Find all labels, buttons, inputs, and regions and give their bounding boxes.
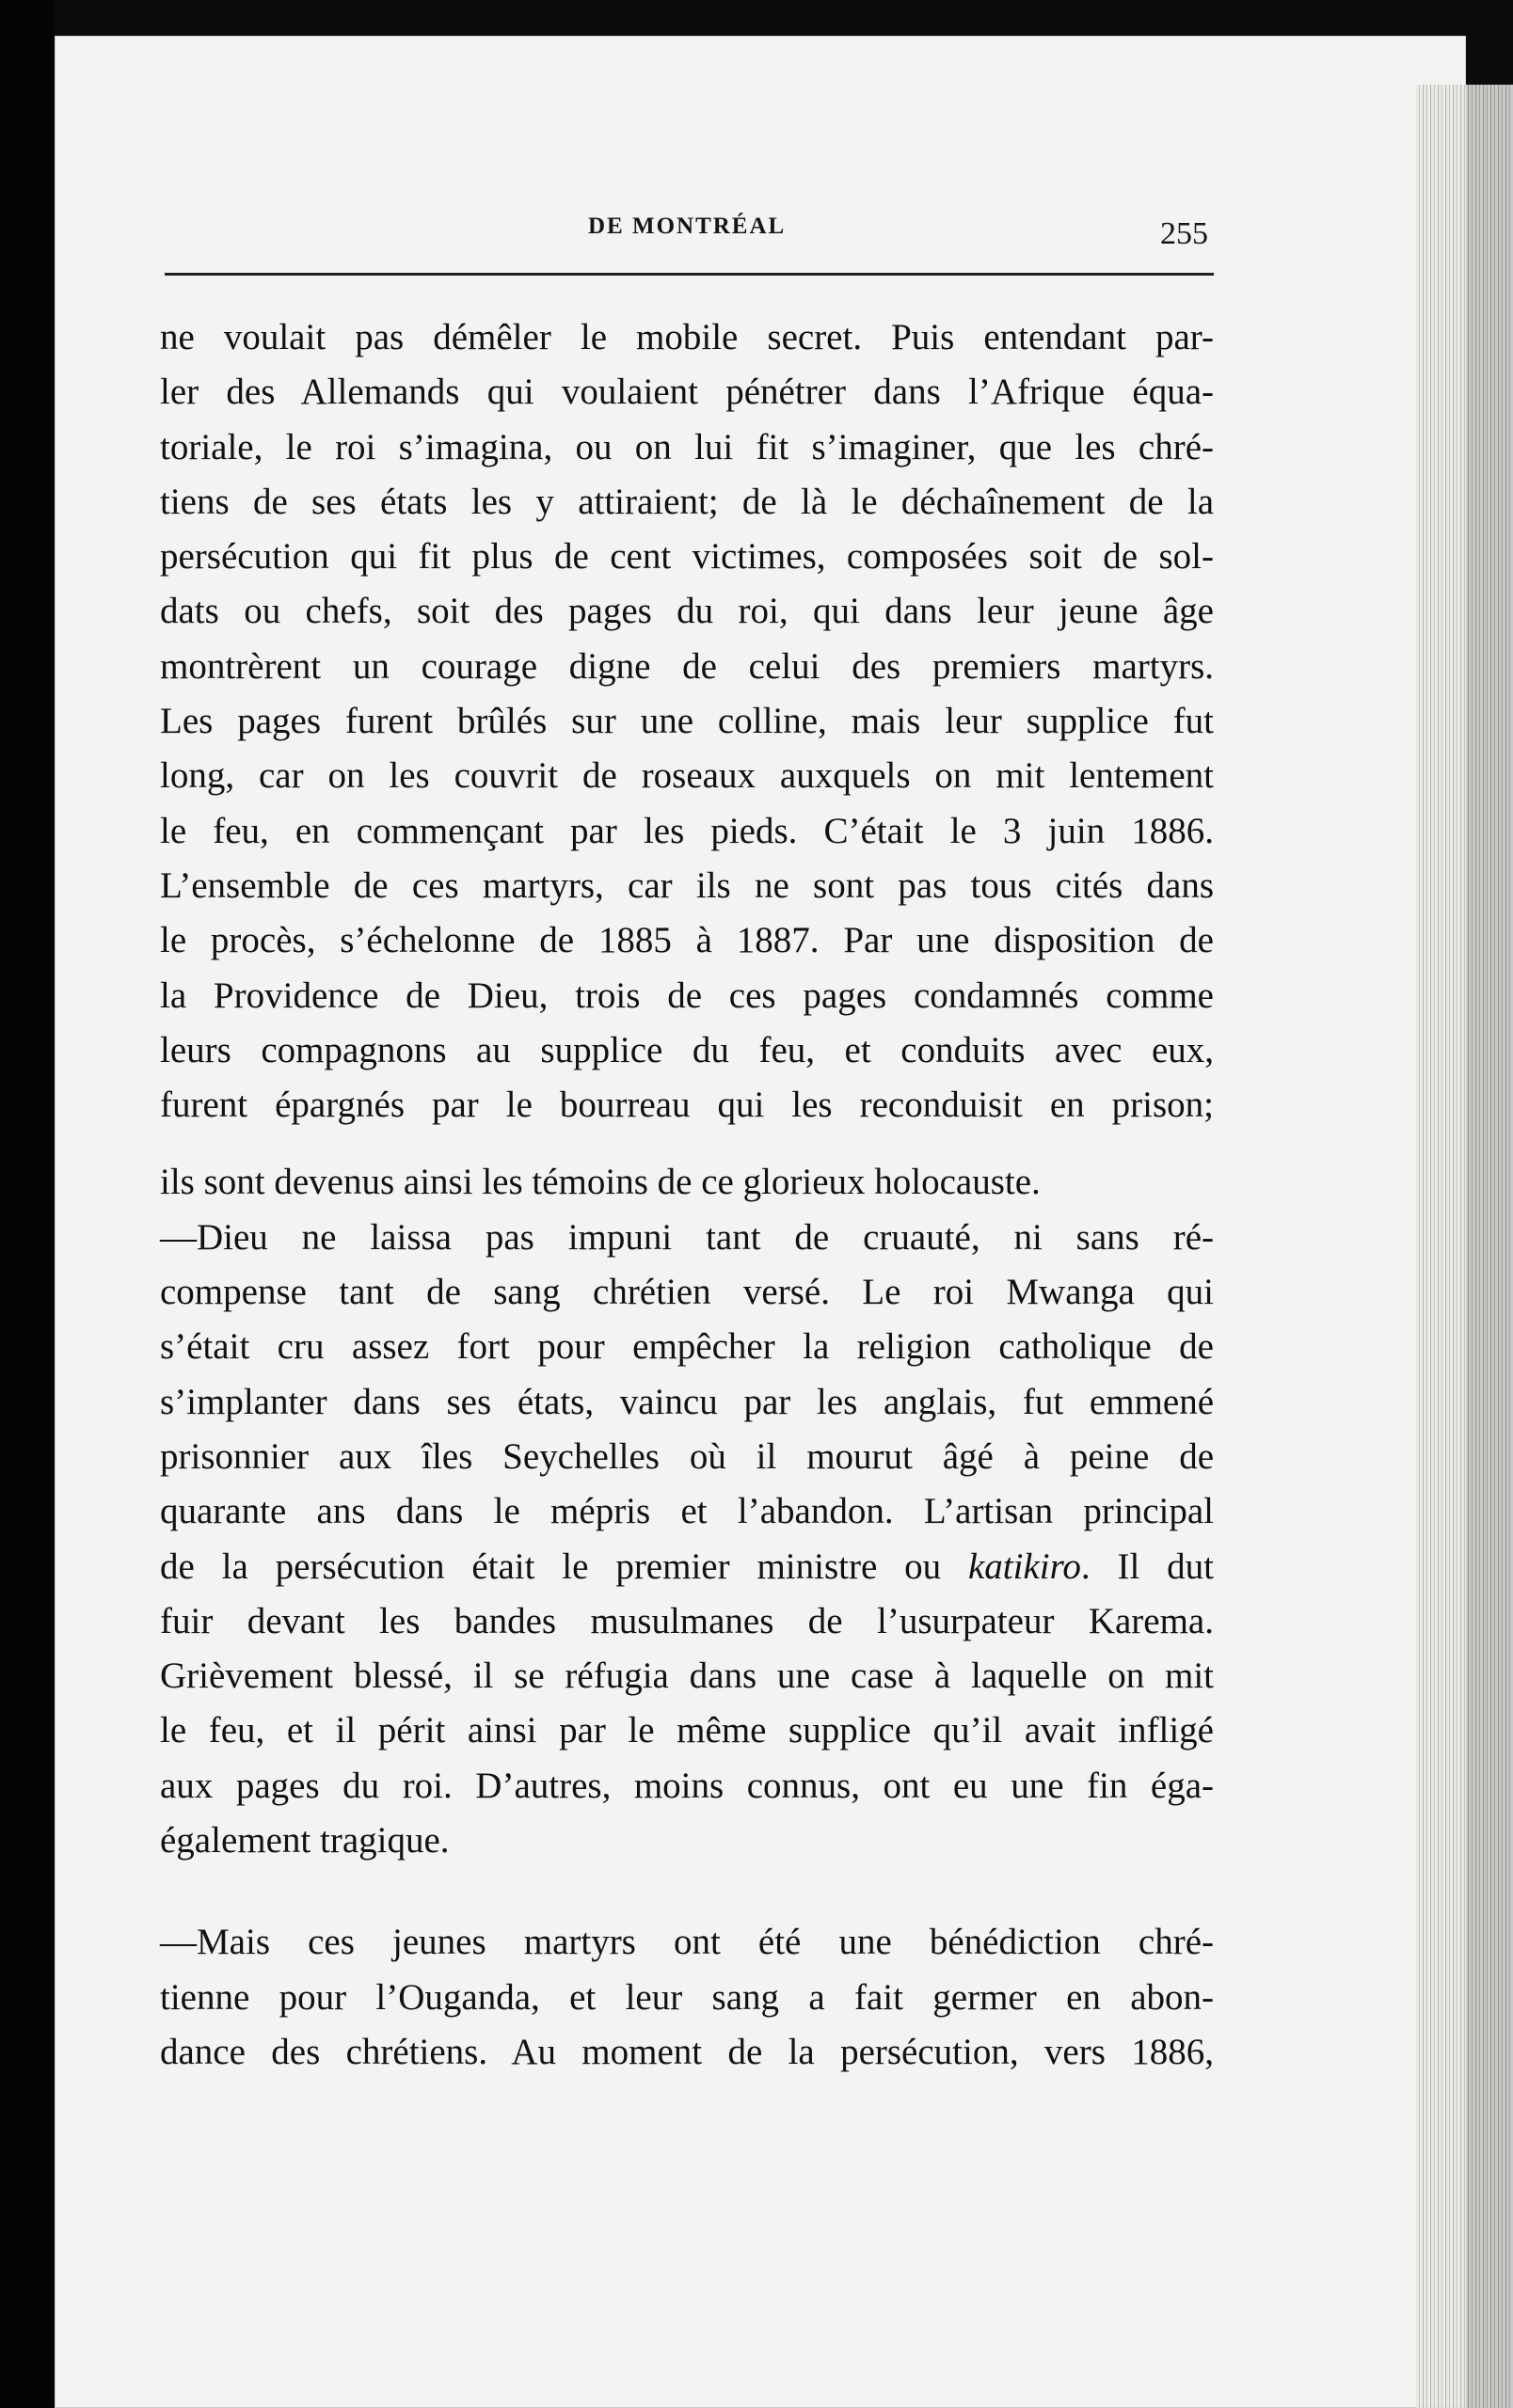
text-line: tiens de ses états les y attiraient; de là le déchaînement de la — [160, 481, 1214, 522]
text-line-with-italic — [160, 1540, 1214, 1594]
text-line: le feu, et il périt ainsi par le même supplice qu’il avait infligé — [160, 1710, 1214, 1751]
text-line: la Providence de Dieu, trois de ces pages condamnés comme — [160, 974, 1214, 1016]
running-header — [165, 199, 1214, 256]
book-gutter-shadow — [0, 0, 55, 2408]
text-line: le procès, s’échelonne de 1885 à 1887. Par une disposition de — [160, 920, 1214, 961]
text-line: persécution qui fit plus de cent victimes, composées soit de sol- — [160, 536, 1214, 578]
text-line: L’ensemble de ces martyrs, car ils ne sont pas tous cités dans — [160, 864, 1214, 906]
text-segment: de la persécution était le premier ministre ou — [160, 1545, 942, 1587]
text-line: s’était cru assez fort pour empêcher la religion catholique de — [160, 1326, 1214, 1368]
text-line: toriale, le roi s’imagina, ou on lui fit s’imaginer, que les chré- — [160, 426, 1214, 467]
text-line: tienne pour l’Ouganda, et leur sang a fait germer en abon- — [160, 1976, 1214, 2018]
text-line: dats ou chefs, soit des pages du roi, qui dans leur jeune âge — [160, 591, 1214, 632]
text-line: —Dieu ne laissa pas impuni tant de cruauté, ni sans ré- — [160, 1216, 1214, 1258]
paragraph-gap — [160, 1868, 1214, 1915]
text-line: Les pages furent brûlés sur une colline, mais leur supplice fut — [160, 701, 1214, 742]
running-title: DE MONTRÉAL — [588, 214, 787, 239]
text-line: compense tant de sang chrétien versé. Le roi Mwanga qui — [160, 1272, 1214, 1313]
text-line: ne voulait pas démêler le mobile secret. Puis entendant par- — [160, 317, 1214, 357]
text-line: ler des Allemands qui voulaient pénétrer dans l’Afrique équa- — [160, 372, 1214, 413]
page-number: 255 — [1160, 216, 1208, 251]
text-line: long, car on les couvrit de roseaux auxquels on mit lentement — [160, 755, 1214, 797]
header-rule — [165, 273, 1214, 276]
text-line: aux pages du roi. D’autres, moins connus, ont eu une fin éga- — [160, 1765, 1214, 1806]
book-page-edges — [1416, 85, 1513, 2408]
text-line: prisonnier aux îles Seychelles où il mourut âgé à peine de — [160, 1435, 1214, 1477]
paragraph-gap — [160, 1133, 1214, 1155]
text-line: le feu, en commençant par les pieds. C’était le 3 juin 1886. — [160, 810, 1214, 851]
italic-term: katikiro — [968, 1545, 1081, 1587]
text-segment: . Il dut — [1080, 1545, 1214, 1587]
text-line: furent épargnés par le bourreau qui les reconduisit en prison; — [160, 1085, 1214, 1126]
text-line: montrèrent un courage digne de celui des premiers martyrs. — [160, 645, 1214, 687]
text-line: Grièvement blessé, il se réfugia dans une case à laquelle on mit — [160, 1656, 1214, 1697]
text-line: également tragique. — [160, 1820, 450, 1861]
text-line: ils sont devenus ainsi les témoins de ce glorieux holocauste. — [160, 1162, 1041, 1203]
text-line: leurs compagnons au supplice du feu, et conduits avec eux, — [160, 1029, 1214, 1070]
text-line: quarante ans dans le mépris et l’abandon. L’artisan principal — [160, 1491, 1214, 1532]
body-text — [160, 310, 1214, 2080]
text-line: s’implanter dans ses états, vaincu par les anglais, fut emmené — [160, 1381, 1214, 1422]
text-line: dance des chrétiens. Au moment de la persécution, vers 1886, — [160, 2031, 1214, 2072]
text-line: —Mais ces jeunes martyrs ont été une bénédiction chré- — [160, 1922, 1214, 1963]
text-line: fuir devant les bandes musulmanes de l’usurpateur Karema. — [160, 1600, 1214, 1641]
